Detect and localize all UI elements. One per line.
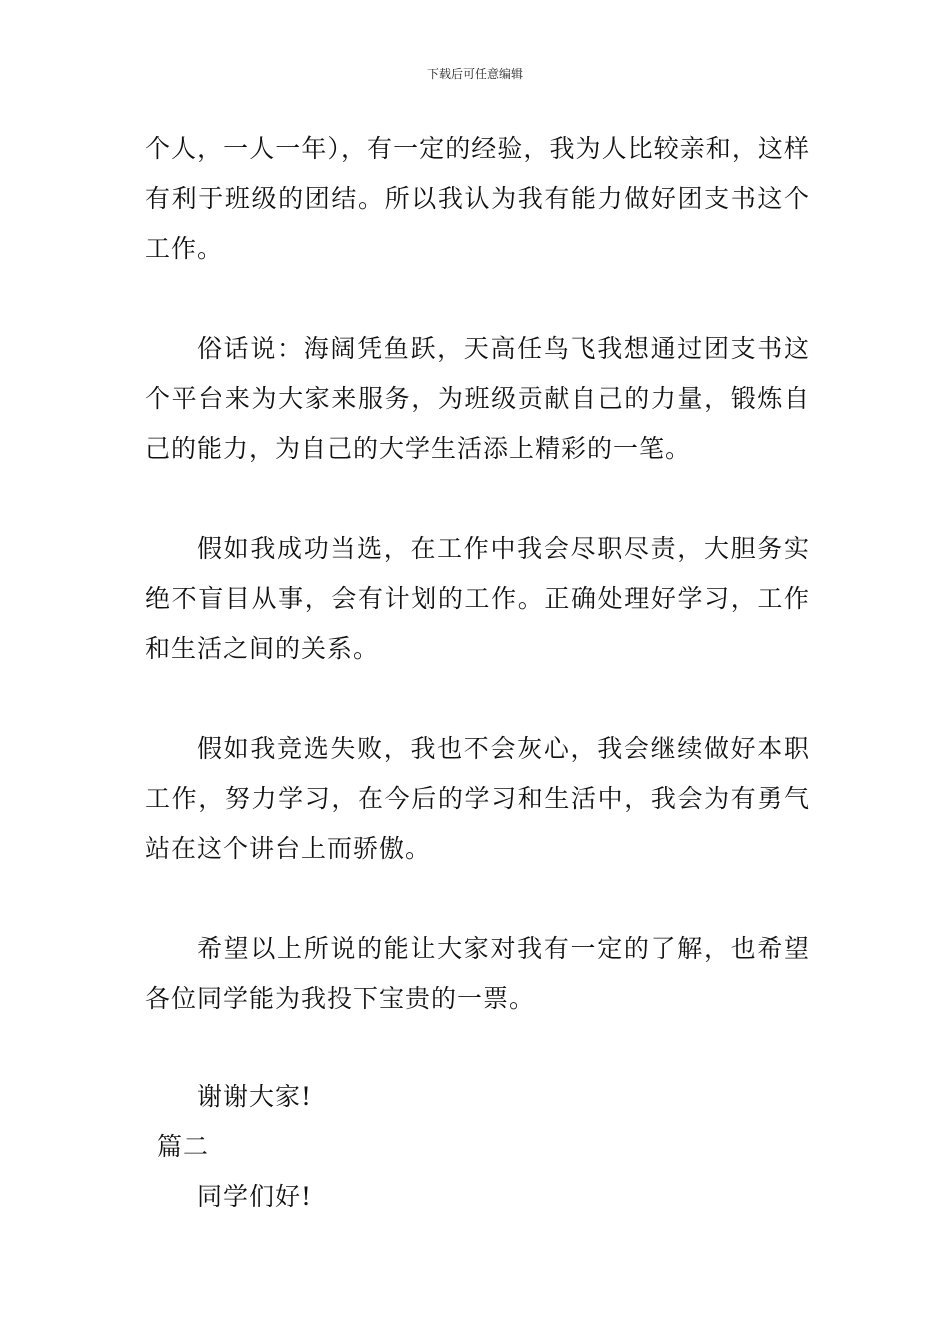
page-header: 下载后可任意编辑	[426, 67, 523, 81]
section-heading: 篇二	[157, 1132, 210, 1161]
paragraph-3: 假如我成功当选，在工作中我会尽职尽责，大胆务实绝不盲目从事，会有计划的工作。正确处理好学习，工作和生活之间的关系。	[145, 534, 810, 663]
greeting-line: 同学们好!	[197, 1182, 313, 1211]
document-body	[145, 124, 810, 1222]
paragraph-5: 希望以上所说的能让大家对我有一定的了解，也希望各位同学能为我投下宝贵的一票。	[145, 934, 810, 1013]
paragraph-1: 个人，一人一年），有一定的经验，我为人比较亲和，这样有利于班级的团结。所以我认为我有能力做好团支书这个工作。	[145, 134, 810, 263]
paragraph-4: 假如我竞选失败，我也不会灰心，我会继续做好本职工作，努力学习，在今后的学习和生活中，我会为有勇气站在这个讲台上而骄傲。	[145, 734, 810, 863]
paragraph-2: 俗话说：海阔凭鱼跃，天高任鸟飞我想通过团支书这个平台来为大家来服务，为班级贡献自己的力量，锻炼自己的能力，为自己的大学生活添上精彩的一笔。	[145, 334, 810, 463]
closing-line: 谢谢大家!	[197, 1082, 313, 1111]
